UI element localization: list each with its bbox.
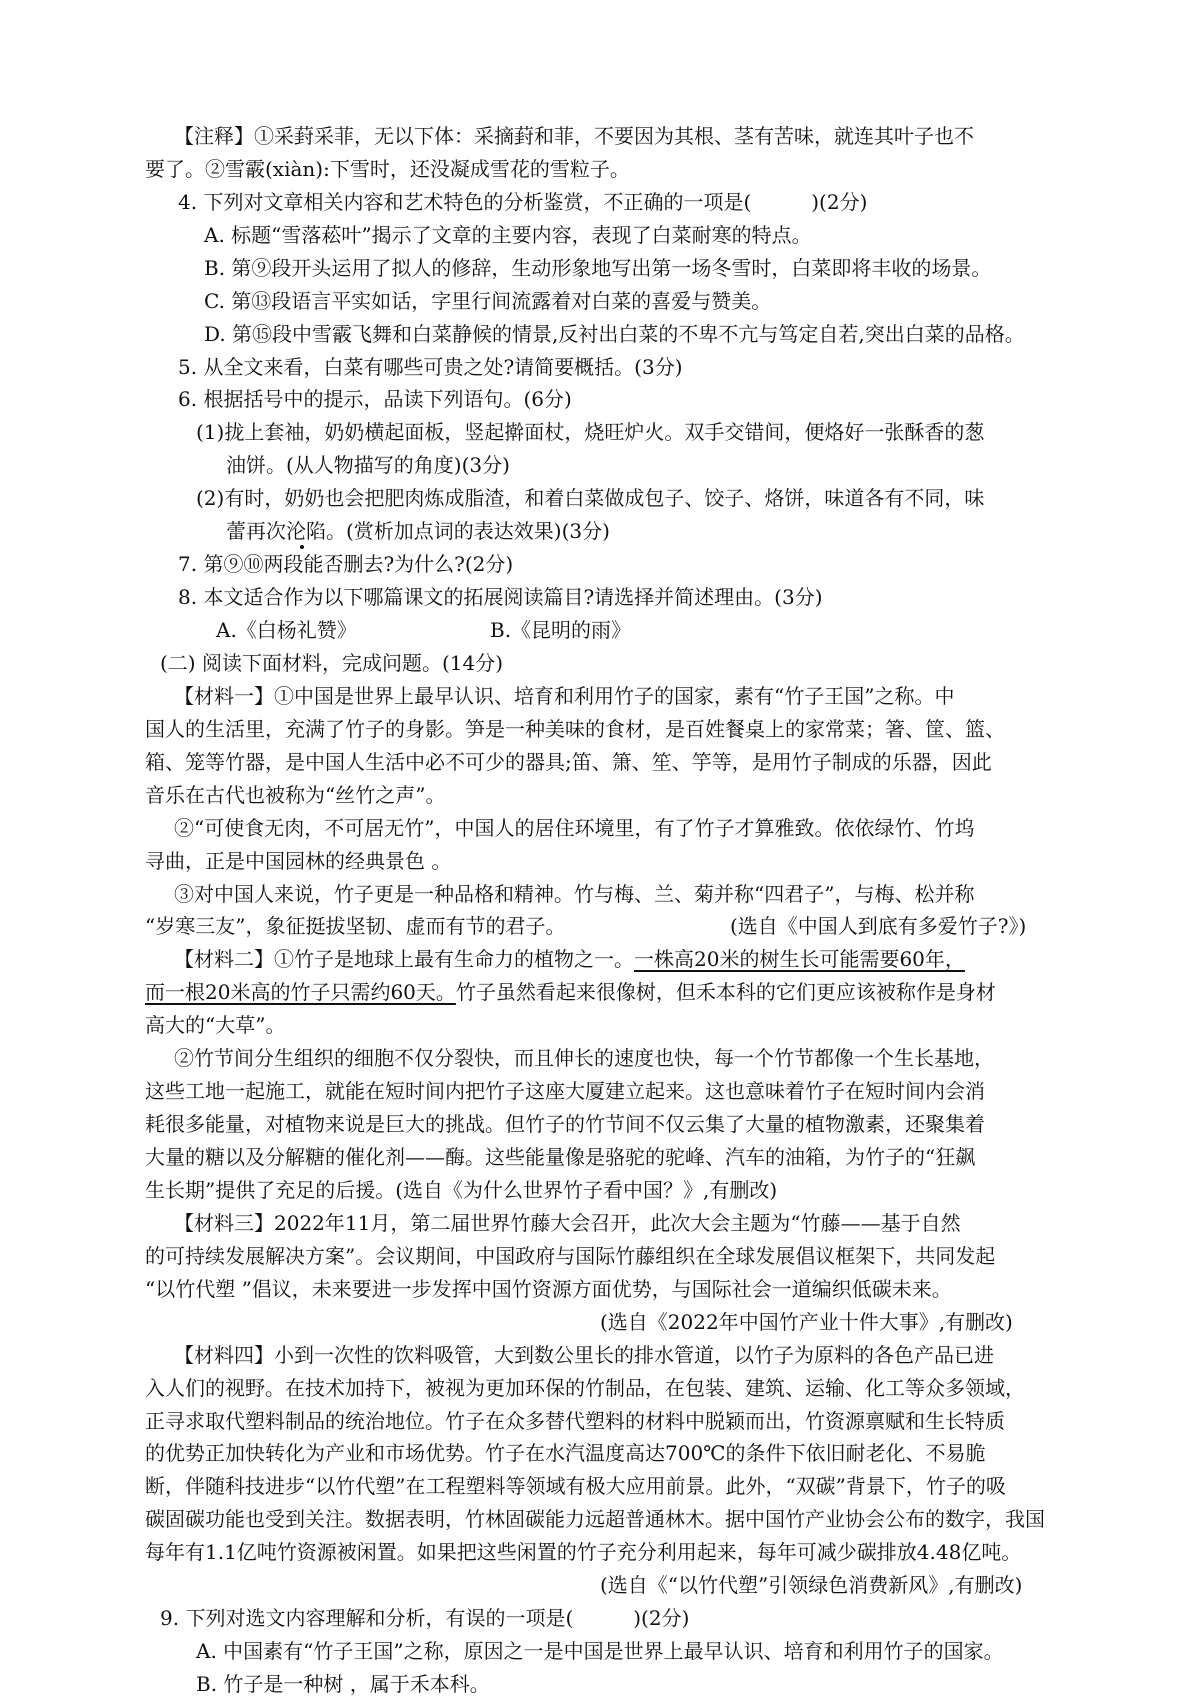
- material-4-line: 的优势正加快转化为产业和市场优势。竹子在水汽温度高达700℃的条件下依旧耐老化、不易脆: [145, 1441, 986, 1466]
- material-4-line: 碳固碳功能也受到关注。数据表明，竹林固碳能力远超普通林木。据中国竹产业协会公布的数字，我国: [145, 1507, 1045, 1532]
- underlined-text: 而一根20米高的竹子只需约60天。: [145, 980, 456, 1005]
- question-4-option-b: B. 第⑨段开头运用了拟人的修辞，生动形象地写出第一场冬雪时，白菜即将丰收的场景。: [204, 255, 992, 280]
- question-8-option-a: A.《白杨礼赞》: [216, 618, 357, 643]
- material-2-line: 高大的“大草”。: [145, 1013, 286, 1038]
- question-9-stem: 9. 下列对选文内容理解和分析，有误的一项是( )(2分): [160, 1606, 690, 1631]
- material-2-line-1: [174, 947, 965, 971]
- material-3-line: “以竹代塑 ”倡议，未来要进一步发挥中国竹资源方面优势，与国际社会一道编织低碳未来。: [145, 1276, 952, 1301]
- question-6-sentence-2-hint: 蕾再次沦陷。(赏析加点词的表达效果)(3分): [226, 519, 610, 544]
- material-1-line: 音乐在古代也被称为“丝竹之声”。: [145, 782, 446, 807]
- question-8-option-b: B.《昆明的雨》: [490, 618, 632, 643]
- question-4-option-c: C. 第⑬段语言平实如话，字里行间流露着对白菜的喜爱与赞美。: [204, 288, 772, 313]
- material-1-line: 国人的生活里，充满了竹子的身影。笋是一种美味的食材，是百姓餐桌上的家常菜；箸、筐、篮、: [145, 716, 1005, 741]
- note-line-1: 【注释】①采葑采菲，无以下体：采摘葑和菲，不要因为其根、茎有苦味，就连其叶子也不: [174, 124, 974, 148]
- question-6-sentence-1: (1)拢上套袖，奶奶横起面板，竖起擀面杖，烧旺炉火。双手交错间，便烙好一张酥香的葱: [196, 420, 985, 445]
- material-2-line: ②竹节间分生组织的细胞不仅分裂快，而且伸长的速度也快，每一个竹节都像一个生长基地，: [174, 1046, 994, 1071]
- emphasis-dot: [300, 545, 304, 549]
- material-3-source: (选自《2022年中国竹产业十件大事》,有删改): [600, 1309, 1013, 1334]
- material-2-line: 生长期”提供了充足的后援。(选自《为什么世界竹子看中国？》,有删改): [145, 1177, 778, 1202]
- question-6-sentence-2: (2)有时，奶奶也会把肥肉炼成脂渣，和着白菜做成包子、饺子、烙饼，味道各有不同，味: [196, 486, 985, 511]
- material-1-line: 【材料一】①中国是世界上最早认识、培育和利用竹子的国家，素有“竹子王国”之称。中: [174, 683, 955, 708]
- section-2-heading: (二) 阅读下面材料，完成问题。(14分): [160, 650, 504, 675]
- question-9-option-b: B. 竹子是一种树 ，属于禾本科。: [196, 1672, 490, 1696]
- material-2-text: 竹子虽然看起来很像树，但禾本科的它们更应该被称作是身材: [455, 980, 996, 1005]
- underlined-text: 一株高20米的树生长可能需要60年，: [634, 947, 965, 972]
- material-2-line-2: [145, 980, 996, 1004]
- question-6-sentence-1-hint: 油饼。(从人物描写的角度)(3分): [226, 453, 510, 478]
- question-8-stem: 8. 本文适合作为以下哪篇课文的拓展阅读篇目?请选择并简述理由。(3分): [178, 585, 823, 610]
- note-line-2: 要了。②雪霰(xiàn):下雪时，还没凝成雪花的雪粒子。: [145, 156, 630, 181]
- material-4-line: 【材料四】小到一次性的饮料吸管，大到数公里长的排水管道，以竹子为原料的各色产品已进: [174, 1342, 994, 1367]
- material-3-line: 【材料三】2022年11月，第二届世界竹藤大会召开，此次大会主题为“竹藤——基于自然: [174, 1210, 961, 1235]
- material-1-line: “岁寒三友”，象征挺拔坚韧、虚而有节的君子。: [145, 914, 566, 939]
- material-4-source: (选自《“以竹代塑”引领绿色消费新风》,有删改): [600, 1573, 1023, 1598]
- material-4-line: 入人们的视野。在技术加持下，被视为更加环保的竹制品，在包装、建筑、运输、化工等众多领域，: [145, 1375, 1025, 1400]
- question-4-option-a: A. 标题“雪落菘叶”揭示了文章的主要内容，表现了白菜耐寒的特点。: [204, 222, 812, 247]
- material-1-line: 寻曲，正是中国园林的经典景色 。: [145, 848, 452, 873]
- question-4-stem: 4. 下列对文章相关内容和艺术特色的分析鉴赏，不正确的一项是( )(2分): [178, 189, 868, 214]
- material-2-line: 这些工地一起施工，就能在短时间内把竹子这座大厦建立起来。这也意味着竹子在短时间内会消: [145, 1079, 985, 1104]
- material-4-line: 每年有1.1亿吨竹资源被闲置。如果把这些闲置的竹子充分利用起来，每年可减少碳排放4.48亿吨。: [145, 1540, 1022, 1565]
- question-4-option-d: D. 第⑮段中雪霰飞舞和白菜静候的情景,反衬出白菜的不卑不亢与笃定自若,突出白菜的品格。: [204, 321, 1025, 346]
- question-7: 7. 第⑨⑩两段能否删去?为什么?(2分): [178, 552, 514, 577]
- material-4-line: 断，伴随科技进步“以竹代塑”在工程塑料等领域有极大应用前景。此外，“双碳”背景下，竹子的吸: [145, 1474, 1006, 1499]
- material-1-source: (选自《中国人到底有多爱竹子?》): [730, 914, 1027, 939]
- material-2-text: 【材料二】①竹子是地球上最有生命力的植物之一。: [174, 947, 634, 972]
- material-2-line: 大量的糖以及分解糖的催化剂——酶。这些能量像是骆驼的驼峰、汽车的油箱，为竹子的“狂飙: [145, 1145, 976, 1170]
- material-1-line: ②“可使食无肉，不可居无竹”，中国人的居住环境里，有了竹子才算雅致。依依绿竹、竹坞: [174, 815, 975, 840]
- material-1-line: ③对中国人来说，竹子更是一种品格和精神。竹与梅、兰、菊并称“四君子”，与梅、松并称: [174, 881, 975, 906]
- material-2-line: 耗很多能量，对植物来说是巨大的挑战。但竹子的竹节间不仅云集了大量的植物激素，还聚集着: [145, 1112, 985, 1137]
- question-9-option-a: A. 中国素有“竹子王国”之称，原因之一是中国是世界上最早认识、培育和利用竹子的国家。: [196, 1639, 1004, 1664]
- material-3-line: 的可持续发展解决方案”。会议期间，中国政府与国际竹藤组织在全球发展倡议框架下，共同发起: [145, 1243, 996, 1268]
- question-5: 5. 从全文来看，白菜有哪些可贵之处?请简要概括。(3分): [178, 354, 683, 379]
- question-6-stem: 6. 根据括号中的提示，品读下列语句。(6分): [178, 387, 572, 412]
- material-1-line: 箱、笼等竹器，是中国人生活中必不可少的器具;笛、箫、笙、竽等，是用竹子制成的乐器，因此: [145, 749, 992, 774]
- material-4-line: 正寻求取代塑料制品的统治地位。竹子在众多替代塑料的材料中脱颖而出，竹资源禀赋和生长特质: [145, 1408, 1005, 1433]
